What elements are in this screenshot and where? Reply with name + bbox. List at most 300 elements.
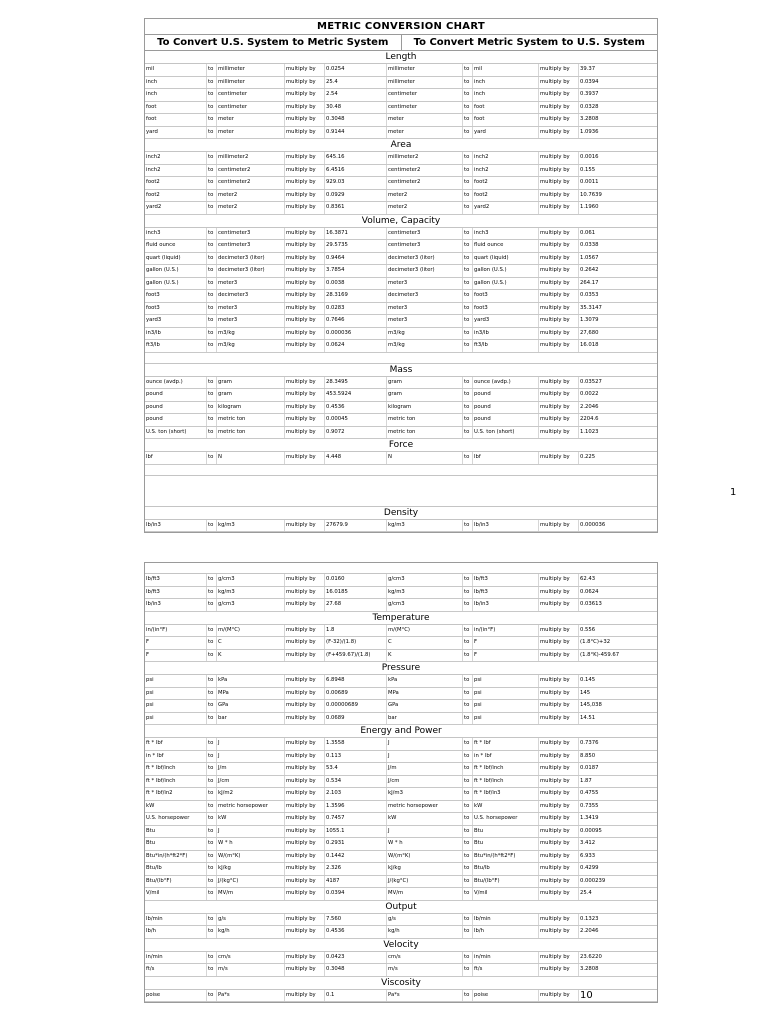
from-unit-cell: g/cm3	[387, 599, 463, 611]
multiply-label-cell: multiply by	[285, 290, 325, 302]
from-unit-cell: J/m	[387, 763, 463, 775]
to-unit-cell: meter3	[217, 278, 285, 290]
from-unit-cell: K	[387, 650, 463, 662]
from-unit-cell: V/mil	[145, 888, 207, 900]
to-unit-cell: pound	[473, 389, 539, 401]
multiply-label-cell: multiply by	[285, 637, 325, 649]
from-unit-cell: U.S. horsepower	[145, 813, 207, 825]
factor-cell: (1.8°K)-459.67	[580, 651, 620, 658]
conversion-row	[145, 763, 657, 776]
factor-cell: 1.8	[325, 625, 387, 637]
multiply-label-cell: multiply by	[539, 990, 579, 1002]
from-unit-cell: inch2	[145, 152, 207, 164]
to-word-cell: to	[207, 587, 217, 599]
factor-cell: 0.0022	[580, 391, 599, 397]
multiply-label-cell: multiply by	[285, 520, 325, 532]
to-unit-cell: ounce (avdp.)	[473, 377, 539, 389]
multiply-label-cell: multiply by	[539, 788, 579, 800]
from-unit-cell: J	[387, 738, 463, 750]
from-unit-cell: kilogram	[387, 402, 463, 414]
multiply-label-cell: multiply by	[539, 402, 579, 414]
from-unit-cell: cm/s	[387, 952, 463, 964]
multiply-label-cell: multiply by	[539, 414, 579, 426]
to-unit-cell: g/s	[217, 914, 285, 926]
to-word-cell: to	[207, 165, 217, 177]
conversion-row	[145, 253, 657, 266]
to-unit-cell: ft/s	[473, 964, 539, 976]
to-word-cell: to	[207, 776, 217, 788]
to-unit-cell: inch2	[473, 152, 539, 164]
to-unit-cell: lb/ft3	[473, 574, 539, 586]
factor-cell: 0.145	[580, 677, 596, 683]
to-unit-cell: lb/h	[473, 926, 539, 938]
factor-cell: 0.0160	[325, 574, 387, 586]
to-word-cell: to	[463, 952, 473, 964]
to-word-cell: to	[207, 801, 217, 813]
conversion-row	[145, 826, 657, 839]
multiply-label-cell: multiply by	[539, 165, 579, 177]
factor-cell: 10.7639	[580, 191, 602, 198]
from-unit-cell: millimeter2	[387, 152, 463, 164]
to-unit-cell: ft * lbf/in3	[473, 788, 539, 800]
to-unit-cell: foot	[473, 102, 539, 114]
to-unit-cell: meter	[217, 114, 285, 126]
conversion-row	[145, 114, 657, 127]
to-word-cell: to	[463, 265, 473, 277]
multiply-label-cell: multiply by	[539, 813, 579, 825]
factor-cell: 0.1323	[580, 915, 599, 922]
to-unit-cell: lb/in3	[473, 520, 539, 532]
conversion-row	[145, 813, 657, 826]
factor-cell: 0.03613	[580, 601, 602, 607]
factor-cell: 0.9072	[325, 427, 387, 439]
factor-cell: 0.4755	[580, 790, 599, 796]
multiply-label-cell: multiply by	[285, 127, 325, 139]
conversion-row	[145, 776, 657, 789]
conversion-row	[145, 801, 657, 814]
from-unit-cell: yard3	[145, 315, 207, 327]
from-unit-cell: ft * lbf/inch	[145, 776, 207, 788]
multiply-label-cell: multiply by	[539, 265, 579, 277]
from-unit-cell: gallon (U.S.)	[145, 278, 207, 290]
from-unit-cell: centimeter	[387, 102, 463, 114]
section-heading: Velocity	[145, 939, 657, 952]
factor-cell: 0.534	[325, 776, 387, 788]
to-word-cell: to	[463, 851, 473, 863]
multiply-label-cell: multiply by	[285, 990, 325, 1002]
multiply-label-cell: multiply by	[539, 763, 579, 775]
conversion-row	[145, 888, 657, 901]
conversion-row	[145, 675, 657, 688]
to-word-cell: to	[463, 102, 473, 114]
multiply-label-cell: multiply by	[539, 520, 579, 532]
from-unit-cell: kPa	[387, 675, 463, 687]
to-unit-cell: kg/h	[217, 926, 285, 938]
multiply-label-cell: multiply by	[539, 89, 579, 101]
multiply-label-cell: multiply by	[285, 114, 325, 126]
to-unit-cell: inch	[473, 77, 539, 89]
to-word-cell: to	[207, 700, 217, 712]
to-word-cell: to	[463, 713, 473, 725]
to-unit-cell: K	[217, 650, 285, 662]
to-word-cell: to	[207, 240, 217, 252]
multiply-label-cell: multiply by	[285, 914, 325, 926]
chart-page-2	[144, 562, 658, 1003]
multiply-label-cell: multiply by	[285, 315, 325, 327]
from-unit-cell: centimeter	[387, 89, 463, 101]
to-unit-cell: U.S. ton (short)	[473, 427, 539, 439]
conversion-row	[145, 738, 657, 751]
to-unit-cell: inch2	[473, 165, 539, 177]
multiply-label-cell: multiply by	[285, 278, 325, 290]
multiply-label-cell: multiply by	[539, 389, 579, 401]
to-unit-cell: yard3	[473, 315, 539, 327]
to-word-cell: to	[207, 253, 217, 265]
to-word-cell: to	[207, 675, 217, 687]
to-word-cell: to	[207, 788, 217, 800]
factor-cell: (F+459.67)/(1.8)	[325, 650, 387, 662]
factor-cell: 0.00000689	[325, 700, 387, 712]
from-unit-cell: millimeter	[387, 77, 463, 89]
to-word-cell: to	[463, 177, 473, 189]
from-unit-cell: metric ton	[387, 427, 463, 439]
factor-cell: 0.000036	[325, 328, 387, 340]
from-unit-cell: ft * lbf/in2	[145, 788, 207, 800]
multiply-label-cell: multiply by	[285, 587, 325, 599]
to-word-cell: to	[207, 751, 217, 763]
multiply-label-cell: multiply by	[285, 328, 325, 340]
to-unit-cell: yard2	[473, 202, 539, 214]
to-unit-cell: F	[473, 650, 539, 662]
factor-cell: 1.3558	[325, 738, 387, 750]
to-unit-cell: foot	[473, 114, 539, 126]
factor-cell: 27,680	[580, 329, 599, 336]
from-unit-cell: g/cm3	[387, 574, 463, 586]
from-unit-cell: inch	[145, 89, 207, 101]
to-word-cell: to	[463, 700, 473, 712]
multiply-label-cell: multiply by	[285, 77, 325, 89]
to-word-cell: to	[207, 389, 217, 401]
multiply-label-cell: multiply by	[285, 713, 325, 725]
to-word-cell: to	[463, 165, 473, 177]
from-unit-cell: kW	[387, 813, 463, 825]
factor-cell: 0.0353	[580, 292, 599, 298]
to-word-cell: to	[207, 102, 217, 114]
factor-cell: (F-32)/(1.8)	[325, 637, 387, 649]
factor-cell: 3.7854	[325, 265, 387, 277]
conversion-row	[145, 625, 657, 638]
from-unit-cell: centimeter2	[387, 177, 463, 189]
to-word-cell: to	[463, 377, 473, 389]
factor-cell: 0.2931	[325, 838, 387, 850]
from-unit-cell: ft * lbf	[145, 738, 207, 750]
to-unit-cell: metric ton	[217, 414, 285, 426]
to-unit-cell: MPa	[217, 688, 285, 700]
to-word-cell: to	[207, 713, 217, 725]
to-unit-cell: metric ton	[217, 427, 285, 439]
section-heading: Length	[145, 51, 657, 64]
to-unit-cell: foot2	[473, 190, 539, 202]
conversion-row	[145, 574, 657, 587]
to-unit-cell: decimeter3 (liter)	[217, 265, 285, 277]
conversion-row	[145, 650, 657, 663]
from-unit-cell: bar	[387, 713, 463, 725]
from-unit-cell: lb/in3	[145, 520, 207, 532]
to-word-cell: to	[463, 788, 473, 800]
to-unit-cell: J	[217, 826, 285, 838]
to-unit-cell: inch3	[473, 228, 539, 240]
to-unit-cell: gram	[217, 389, 285, 401]
to-word-cell: to	[463, 253, 473, 265]
from-unit-cell: in/min	[145, 952, 207, 964]
factor-cell: 0.0328	[580, 103, 599, 110]
from-unit-cell: ft3/lb	[145, 340, 207, 352]
factor-cell: 929.03	[325, 177, 387, 189]
conversion-row	[145, 278, 657, 291]
to-word-cell: to	[207, 863, 217, 875]
from-unit-cell: psi	[145, 700, 207, 712]
to-unit-cell: m3/kg	[217, 340, 285, 352]
section-heading: Viscosity	[145, 977, 657, 990]
factor-cell: 2.2046	[580, 403, 599, 410]
factor-cell: 0.3048	[325, 964, 387, 976]
to-word-cell: to	[207, 64, 217, 76]
to-unit-cell: metric horsepower	[217, 801, 285, 813]
from-unit-cell: inch	[145, 77, 207, 89]
conversion-row	[145, 688, 657, 701]
page-number: 1	[730, 487, 737, 498]
to-unit-cell: m/s	[217, 964, 285, 976]
multiply-label-cell: multiply by	[285, 202, 325, 214]
multiply-label-cell: multiply by	[539, 826, 579, 838]
multiply-label-cell: multiply by	[285, 788, 325, 800]
multiply-label-cell: multiply by	[539, 776, 579, 788]
section-heading: Mass	[145, 364, 657, 377]
from-unit-cell: fluid ounce	[145, 240, 207, 252]
factor-cell: 0.7457	[325, 813, 387, 825]
conversion-row	[145, 102, 657, 115]
to-word-cell: to	[463, 675, 473, 687]
factor-cell: 1.3079	[580, 317, 599, 323]
multiply-label-cell: multiply by	[539, 863, 579, 875]
to-unit-cell: decimeter3 (liter)	[217, 253, 285, 265]
conversion-row	[145, 377, 657, 390]
to-word-cell: to	[463, 228, 473, 240]
to-unit-cell: cm/s	[217, 952, 285, 964]
to-word-cell: to	[463, 240, 473, 252]
to-unit-cell: lb/ft3	[473, 587, 539, 599]
header-us-to-metric: To Convert U.S. System to Metric System	[145, 35, 402, 50]
to-word-cell: to	[207, 826, 217, 838]
to-word-cell: to	[207, 427, 217, 439]
to-unit-cell: inch	[473, 89, 539, 101]
multiply-label-cell: multiply by	[539, 650, 579, 662]
factor-cell: 0.113	[325, 751, 387, 763]
to-word-cell: to	[463, 587, 473, 599]
to-word-cell: to	[463, 127, 473, 139]
from-unit-cell: centimeter3	[387, 228, 463, 240]
to-word-cell: to	[463, 876, 473, 888]
to-unit-cell: psi	[473, 700, 539, 712]
to-unit-cell: Btu/lb	[473, 863, 539, 875]
to-word-cell: to	[207, 127, 217, 139]
to-word-cell: to	[463, 315, 473, 327]
factor-cell: 2.2046	[580, 928, 599, 934]
factor-cell: 0.7376	[580, 740, 599, 746]
to-unit-cell: ft * lbf/inch	[473, 776, 539, 788]
to-word-cell: to	[207, 290, 217, 302]
multiply-label-cell: multiply by	[285, 265, 325, 277]
from-unit-cell: lbf	[145, 452, 207, 464]
multiply-label-cell: multiply by	[539, 888, 579, 900]
multiply-label-cell: multiply by	[285, 253, 325, 265]
to-unit-cell: C	[217, 637, 285, 649]
conversion-row	[145, 751, 657, 764]
to-unit-cell: J	[217, 738, 285, 750]
from-unit-cell: decimeter3 (liter)	[387, 253, 463, 265]
from-unit-cell: decimeter3	[387, 290, 463, 302]
from-unit-cell: metric ton	[387, 414, 463, 426]
multiply-label-cell: multiply by	[285, 190, 325, 202]
to-unit-cell: MV/m	[217, 888, 285, 900]
to-unit-cell: ft * lbf	[473, 738, 539, 750]
to-word-cell: to	[463, 863, 473, 875]
factor-cell: 0.4536	[325, 402, 387, 414]
to-unit-cell: in * lbf	[473, 751, 539, 763]
to-unit-cell: J	[217, 751, 285, 763]
from-unit-cell: decimeter3 (liter)	[387, 265, 463, 277]
to-word-cell: to	[463, 751, 473, 763]
to-unit-cell: m/(M°C)	[217, 625, 285, 637]
to-word-cell: to	[207, 851, 217, 863]
factor-cell: 0.0283	[325, 303, 387, 315]
to-unit-cell: U.S. horsepower	[473, 813, 539, 825]
from-unit-cell: ounce (avdp.)	[145, 377, 207, 389]
multiply-label-cell: multiply by	[285, 738, 325, 750]
multiply-label-cell: multiply by	[285, 863, 325, 875]
from-unit-cell: centimeter3	[387, 240, 463, 252]
to-unit-cell: quart (liquid)	[473, 253, 539, 265]
multiply-label-cell: multiply by	[539, 303, 579, 315]
from-unit-cell: lb/ft3	[145, 587, 207, 599]
factor-cell: 6.933	[580, 852, 596, 859]
factor-cell: 1.3596	[325, 801, 387, 813]
multiply-label-cell: multiply by	[539, 914, 579, 926]
to-word-cell: to	[207, 952, 217, 964]
factor-cell: 0.9464	[325, 253, 387, 265]
factor-cell: 0.0254	[325, 64, 387, 76]
from-unit-cell: meter	[387, 114, 463, 126]
to-word-cell: to	[463, 637, 473, 649]
from-unit-cell: in/(in°F)	[145, 625, 207, 637]
to-word-cell: to	[463, 452, 473, 464]
factor-cell: 0.9144	[325, 127, 387, 139]
from-unit-cell: psi	[145, 675, 207, 687]
conversion-row	[145, 152, 657, 165]
conversion-row	[145, 265, 657, 278]
factor-cell: 0.4299	[580, 865, 599, 871]
conversion-row	[145, 303, 657, 316]
multiply-label-cell: multiply by	[539, 688, 579, 700]
factor-cell: 0.00045	[325, 414, 387, 426]
factor-cell: 0.03527	[580, 378, 602, 385]
to-word-cell: to	[207, 303, 217, 315]
to-word-cell: to	[207, 152, 217, 164]
from-unit-cell: Btu	[145, 826, 207, 838]
multiply-label-cell: multiply by	[285, 675, 325, 687]
conversion-row	[145, 637, 657, 650]
from-unit-cell: MV/m	[387, 888, 463, 900]
blank-row	[145, 476, 657, 507]
conversion-row	[145, 202, 657, 215]
to-unit-cell: J/(kg°C)	[217, 876, 285, 888]
from-unit-cell: Pa*s	[387, 990, 463, 1002]
conversion-row	[145, 290, 657, 303]
to-unit-cell: kJ/m2	[217, 788, 285, 800]
to-word-cell: to	[463, 826, 473, 838]
to-unit-cell: J/cm	[217, 776, 285, 788]
to-word-cell: to	[207, 888, 217, 900]
to-word-cell: to	[207, 202, 217, 214]
to-unit-cell: centimeter	[217, 89, 285, 101]
to-unit-cell: millimeter	[217, 77, 285, 89]
factor-cell: 6.4516	[325, 165, 387, 177]
multiply-label-cell: multiply by	[285, 763, 325, 775]
factor-cell: 0.000036	[580, 521, 606, 528]
multiply-label-cell: multiply by	[539, 77, 579, 89]
factor-cell: 0.0038	[325, 278, 387, 290]
from-unit-cell: foot3	[145, 303, 207, 315]
multiply-label-cell: multiply by	[539, 315, 579, 327]
to-word-cell: to	[207, 278, 217, 290]
to-word-cell: to	[207, 414, 217, 426]
section-heading: Temperature	[145, 612, 657, 625]
to-unit-cell: g/cm3	[217, 574, 285, 586]
to-word-cell: to	[463, 278, 473, 290]
conversion-row	[145, 788, 657, 801]
conversion-row	[145, 402, 657, 415]
multiply-label-cell: multiply by	[285, 964, 325, 976]
factor-cell: 14.51	[580, 714, 596, 721]
to-word-cell: to	[463, 763, 473, 775]
factor-cell: 0.3937	[580, 91, 599, 97]
to-word-cell: to	[463, 990, 473, 1002]
to-word-cell: to	[463, 303, 473, 315]
conversion-row	[145, 452, 657, 465]
factor-cell: 0.0011	[580, 179, 599, 185]
factor-cell: 28.3495	[325, 377, 387, 389]
conversion-row	[145, 990, 657, 1003]
from-unit-cell: poise	[145, 990, 207, 1002]
to-unit-cell: centimeter	[217, 102, 285, 114]
factor-cell: 4.448	[325, 452, 387, 464]
conversion-row	[145, 228, 657, 241]
from-unit-cell: m/(M°C)	[387, 625, 463, 637]
from-unit-cell: meter3	[387, 315, 463, 327]
multiply-label-cell: multiply by	[285, 838, 325, 850]
factor-cell: 0.7646	[325, 315, 387, 327]
factor-cell: 53.4	[325, 763, 387, 775]
multiply-label-cell: multiply by	[285, 177, 325, 189]
from-unit-cell: yard2	[145, 202, 207, 214]
factor-cell: 0.0016	[580, 154, 599, 160]
to-word-cell: to	[207, 813, 217, 825]
multiply-label-cell: multiply by	[539, 127, 579, 139]
factor-cell: 1.3419	[580, 815, 599, 821]
factor-cell: (1.8°C)+32	[580, 639, 611, 645]
conversion-row	[145, 700, 657, 713]
factor-cell: 645.16	[325, 152, 387, 164]
